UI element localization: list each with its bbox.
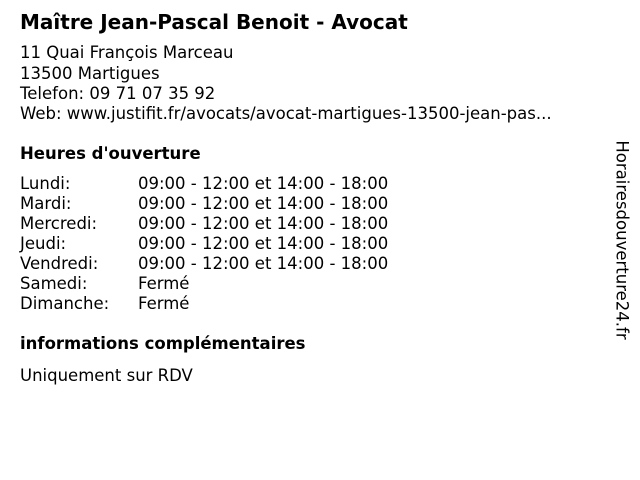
address-street: 11 Quai François Marceau (20, 43, 234, 62)
day-hours: 09:00 - 12:00 et 14:00 - 18:00 (138, 214, 389, 233)
phone-label: Telefon: (20, 84, 85, 103)
phone-line (20, 84, 215, 103)
day-label: Mardi: (20, 194, 72, 213)
day-label: Mercredi: (20, 214, 98, 233)
hours-heading: Heures d'ouverture (20, 144, 201, 163)
day-hours: 09:00 - 12:00 et 14:00 - 18:00 (138, 234, 389, 253)
extra-info-note: Uniquement sur RDV (20, 366, 193, 385)
day-label: Dimanche: (20, 294, 110, 313)
extra-info-heading: informations complémentaires (20, 334, 306, 353)
phone-number[interactable]: 09 71 07 35 92 (89, 84, 216, 103)
day-hours: Fermé (138, 274, 190, 293)
web-label: Web: (20, 104, 62, 123)
day-hours: 09:00 - 12:00 et 14:00 - 18:00 (138, 254, 389, 273)
day-hours: Fermé (138, 294, 190, 313)
day-hours: 09:00 - 12:00 et 14:00 - 18:00 (138, 174, 389, 193)
day-label: Samedi: (20, 274, 88, 293)
site-watermark: Horairesdouverture24.fr (612, 140, 632, 340)
web-line (20, 104, 552, 123)
address-city: 13500 Martigues (20, 64, 160, 83)
day-hours: 09:00 - 12:00 et 14:00 - 18:00 (138, 194, 389, 213)
page-title: Maître Jean-Pascal Benoit - Avocat (20, 10, 408, 34)
day-label: Lundi: (20, 174, 71, 193)
day-label: Jeudi: (20, 234, 67, 253)
day-label: Vendredi: (20, 254, 99, 273)
web-link[interactable]: www.justifit.fr/avocats/avocat-martigues-13500-jean-pas... (66, 104, 552, 123)
